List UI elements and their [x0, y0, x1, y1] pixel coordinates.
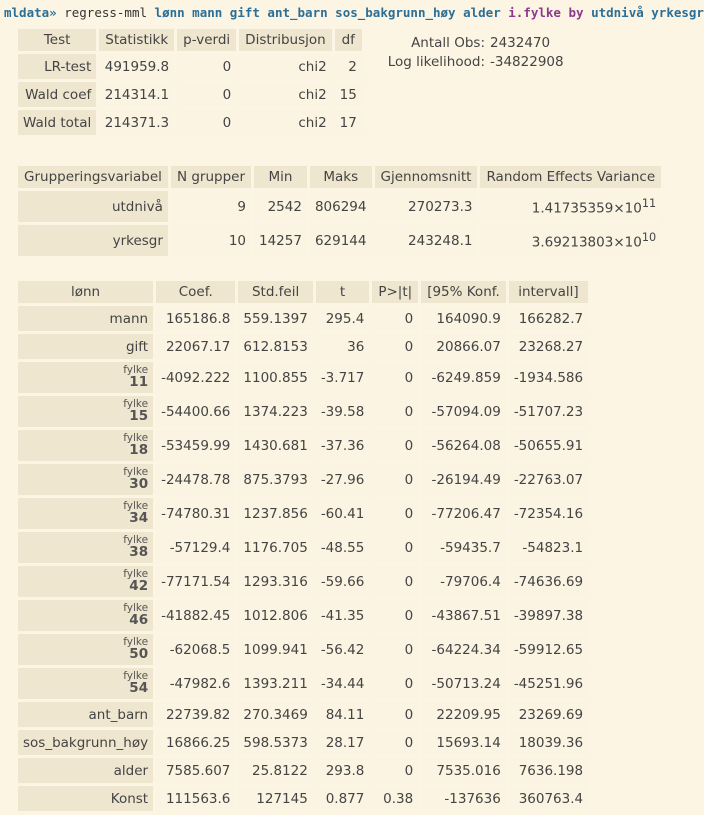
table-row — [18, 110, 362, 135]
table-cell: 243248.1 — [375, 225, 478, 256]
table-cell: 166282.7 — [509, 306, 588, 331]
table-cell: 0 — [372, 668, 418, 699]
table-cell: 293.8 — [316, 758, 370, 783]
table-cell: -56.42 — [316, 634, 370, 665]
table-cell: 1430.681 — [238, 430, 312, 461]
table-row — [18, 566, 588, 597]
table-cell: 22209.95 — [421, 702, 506, 727]
table-cell: 1012.806 — [238, 600, 312, 631]
coefficient-table — [15, 278, 591, 814]
factor-label — [123, 603, 148, 627]
command-variables: lønn mann gift ant_barn sos_bakgrunn_høy alder — [154, 5, 501, 20]
table-cell: 17 — [335, 110, 362, 135]
table-row — [18, 430, 588, 461]
table-cell: -24478.78 — [156, 464, 235, 495]
row-header: utdnivå — [18, 191, 168, 222]
group-table-header: Random Effects Variance — [480, 166, 661, 188]
table-row — [18, 306, 588, 331]
factor-label — [123, 671, 148, 695]
table-row — [18, 634, 588, 665]
test-table-header: p-verdi — [177, 29, 236, 51]
factor-level: 15 — [129, 407, 149, 424]
factor-name: fylke — [123, 500, 149, 513]
table-cell: 0 — [372, 634, 418, 665]
table-cell: -4092.222 — [156, 362, 235, 393]
table-cell: -79706.4 — [421, 566, 506, 597]
row-header: sos_bakgrunn_høy — [18, 730, 153, 755]
table-cell: -50713.24 — [421, 668, 506, 699]
factor-name: fylke — [123, 466, 149, 479]
table-cell: 0 — [372, 306, 418, 331]
command-line — [4, 5, 704, 20]
coef-table-header: P>|t| — [372, 281, 418, 303]
factor-level: 30 — [129, 475, 149, 492]
row-header: ant_barn — [18, 702, 153, 727]
factor-label — [123, 399, 148, 423]
row-header — [18, 634, 153, 665]
table-row — [18, 362, 588, 393]
table-cell: 164090.9 — [421, 306, 506, 331]
table-cell: -59435.7 — [421, 532, 506, 563]
command-by-keyword: by — [568, 5, 584, 20]
table-cell: 0 — [372, 498, 418, 529]
factor-name: fylke — [123, 670, 149, 683]
table-cell: 295.4 — [316, 306, 370, 331]
table-cell: 0 — [177, 54, 236, 79]
factor-name: fylke — [123, 568, 149, 581]
table-cell: -51707.23 — [509, 396, 588, 427]
row-header — [18, 396, 153, 427]
table-cell: 270.3469 — [238, 702, 312, 727]
table-cell: -77171.54 — [156, 566, 235, 597]
table-cell: chi2 — [239, 54, 332, 79]
table-cell: 0.877 — [316, 786, 370, 811]
table-cell: 14257 — [254, 225, 307, 256]
table-cell: 0 — [372, 396, 418, 427]
test-table-header: Test — [18, 29, 96, 51]
table-cell: -59912.65 — [509, 634, 588, 665]
test-table-header: Distribusjon — [239, 29, 332, 51]
table-row — [18, 498, 588, 529]
table-cell: 1293.316 — [238, 566, 312, 597]
table-cell: -48.55 — [316, 532, 370, 563]
table-cell: 9 — [171, 191, 251, 222]
table-cell: 214314.1 — [99, 82, 174, 107]
row-header: mann — [18, 306, 153, 331]
row-header — [18, 498, 153, 529]
table-cell: -47982.6 — [156, 668, 235, 699]
table-row — [18, 225, 661, 256]
model-stats — [385, 35, 564, 73]
table-cell: chi2 — [239, 110, 332, 135]
loglik-value: -34822908 — [490, 54, 564, 70]
table-cell: -72354.16 — [509, 498, 588, 529]
table-cell: 1393.211 — [238, 668, 312, 699]
coef-table-header: t — [316, 281, 370, 303]
table-cell: -54400.66 — [156, 396, 235, 427]
table-cell: 25.8122 — [238, 758, 312, 783]
table-cell: 36 — [316, 334, 370, 359]
table-cell: 111563.6 — [156, 786, 235, 811]
row-header — [18, 430, 153, 461]
table-cell: 20866.07 — [421, 334, 506, 359]
table-cell: 1374.223 — [238, 396, 312, 427]
table-cell: -53459.99 — [156, 430, 235, 461]
factor-name: fylke — [123, 534, 149, 547]
table-cell: 84.11 — [316, 702, 370, 727]
factor-level: 11 — [129, 373, 149, 390]
table-cell: 214371.3 — [99, 110, 174, 135]
coef-table-header: [95% Konf. — [421, 281, 506, 303]
table-cell: 0 — [372, 430, 418, 461]
variance-mantissa: 1.41735359×10 — [531, 200, 642, 217]
table-cell: -3.717 — [316, 362, 370, 393]
table-cell: 7636.198 — [509, 758, 588, 783]
row-header: gift — [18, 334, 153, 359]
table-cell: 0 — [372, 702, 418, 727]
table-row — [18, 668, 588, 699]
row-header: yrkesgr — [18, 225, 168, 256]
factor-level: 18 — [129, 441, 149, 458]
table-cell: 0 — [372, 334, 418, 359]
factor-level: 38 — [129, 543, 149, 560]
table-cell: 0 — [372, 362, 418, 393]
table-cell: 2 — [335, 54, 362, 79]
test-table — [15, 26, 365, 138]
row-header — [18, 464, 153, 495]
table-cell: -1934.586 — [509, 362, 588, 393]
table-cell: -62068.5 — [156, 634, 235, 665]
row-header — [18, 532, 153, 563]
factor-label — [123, 365, 148, 389]
test-table-header: Statistikk — [99, 29, 174, 51]
command-by-variables: utdnivå yrkesgr — [591, 5, 704, 20]
table-cell: 23269.69 — [509, 702, 588, 727]
table-cell: 7535.016 — [421, 758, 506, 783]
table-cell: 15 — [335, 82, 362, 107]
table-cell: 0 — [372, 566, 418, 597]
table-row — [18, 334, 588, 359]
group-table-header: Gjennomsnitt — [375, 166, 478, 188]
table-row — [18, 758, 588, 783]
grouping-table — [15, 163, 664, 259]
table-row — [18, 396, 588, 427]
table-cell: 127145 — [238, 786, 312, 811]
coef-table-header: lønn — [18, 281, 153, 303]
table-cell: -27.96 — [316, 464, 370, 495]
table-cell: -34.44 — [316, 668, 370, 699]
table-cell: 559.1397 — [238, 306, 312, 331]
variance-mantissa: 3.69213803×10 — [531, 234, 642, 251]
table-cell: -60.41 — [316, 498, 370, 529]
command-factor: i.fylke — [508, 5, 561, 20]
command-name: regress-mml — [64, 5, 148, 20]
row-header: alder — [18, 758, 153, 783]
table-cell: -57129.4 — [156, 532, 235, 563]
obs-label: Antall Obs: — [411, 35, 485, 51]
table-row — [18, 730, 588, 755]
row-header — [18, 668, 153, 699]
table-cell: chi2 — [239, 82, 332, 107]
factor-name: fylke — [123, 364, 149, 377]
table-cell: 10 — [171, 225, 251, 256]
table-cell: -22763.07 — [509, 464, 588, 495]
table-cell: 629144 — [310, 225, 372, 256]
loglik-label: Log likelihood: — [387, 54, 485, 70]
table-cell: 15693.14 — [421, 730, 506, 755]
factor-label — [123, 535, 148, 559]
table-cell: 7585.607 — [156, 758, 235, 783]
factor-name: fylke — [123, 602, 149, 615]
table-cell: 1100.855 — [238, 362, 312, 393]
table-cell: 0 — [372, 464, 418, 495]
table-cell: -56264.08 — [421, 430, 506, 461]
table-cell: 0 — [372, 600, 418, 631]
table-cell: 18039.36 — [509, 730, 588, 755]
table-cell: 270273.3 — [375, 191, 478, 222]
row-header: Wald coef — [18, 82, 96, 107]
table-cell: -39.58 — [316, 396, 370, 427]
table-cell: -57094.09 — [421, 396, 506, 427]
table-cell: -77206.47 — [421, 498, 506, 529]
factor-level: 42 — [129, 577, 149, 594]
table-row — [18, 54, 362, 79]
table-cell: 23268.27 — [509, 334, 588, 359]
row-header: LR-test — [18, 54, 96, 79]
table-cell: 28.17 — [316, 730, 370, 755]
factor-name: fylke — [123, 636, 149, 649]
row-header — [18, 566, 153, 597]
table-cell: -59.66 — [316, 566, 370, 597]
table-cell: 1099.941 — [238, 634, 312, 665]
factor-level: 46 — [129, 611, 149, 628]
variance-cell — [480, 225, 661, 256]
table-cell: -6249.859 — [421, 362, 506, 393]
factor-label — [123, 501, 148, 525]
table-cell: -43867.51 — [421, 600, 506, 631]
row-header — [18, 362, 153, 393]
table-cell: -39897.38 — [509, 600, 588, 631]
table-cell: 22739.82 — [156, 702, 235, 727]
table-cell: -74780.31 — [156, 498, 235, 529]
factor-level: 50 — [129, 645, 149, 662]
factor-label — [123, 433, 148, 457]
factor-label — [123, 637, 148, 661]
table-cell: 16866.25 — [156, 730, 235, 755]
table-row — [18, 786, 588, 811]
table-cell: 1176.705 — [238, 532, 312, 563]
table-cell: -45251.96 — [509, 668, 588, 699]
variance-exponent: 11 — [641, 196, 657, 210]
table-cell: 0 — [177, 110, 236, 135]
table-cell: -26194.49 — [421, 464, 506, 495]
row-header: Wald total — [18, 110, 96, 135]
table-row — [18, 702, 588, 727]
table-cell: -41.35 — [316, 600, 370, 631]
table-cell: 598.5373 — [238, 730, 312, 755]
test-table-header: df — [335, 29, 362, 51]
table-cell: 0.38 — [372, 786, 418, 811]
table-row — [18, 464, 588, 495]
table-row — [18, 82, 362, 107]
table-cell: -54823.1 — [509, 532, 588, 563]
obs-value: 2432470 — [490, 35, 551, 51]
table-cell: -41882.45 — [156, 600, 235, 631]
factor-label — [123, 467, 148, 491]
table-cell: 612.8153 — [238, 334, 312, 359]
group-table-header: Min — [254, 166, 307, 188]
factor-name: fylke — [123, 398, 149, 411]
table-cell: -50655.91 — [509, 430, 588, 461]
table-cell: 0 — [372, 730, 418, 755]
coef-table-header: intervall] — [509, 281, 588, 303]
variance-exponent: 10 — [641, 230, 657, 244]
coef-table-header: Coef. — [156, 281, 235, 303]
table-cell: 165186.8 — [156, 306, 235, 331]
table-cell: 0 — [372, 532, 418, 563]
table-cell: 2542 — [254, 191, 307, 222]
prompt: mldata» — [4, 5, 57, 20]
group-table-header: N grupper — [171, 166, 251, 188]
table-cell: 0 — [372, 758, 418, 783]
table-cell: 0 — [177, 82, 236, 107]
table-cell: 491959.8 — [99, 54, 174, 79]
table-cell: 1237.856 — [238, 498, 312, 529]
table-cell: 22067.17 — [156, 334, 235, 359]
table-row — [18, 532, 588, 563]
variance-cell — [480, 191, 661, 222]
row-header: Konst — [18, 786, 153, 811]
factor-label — [123, 569, 148, 593]
group-table-header: Grupperingsvariabel — [18, 166, 168, 188]
factor-name: fylke — [123, 432, 149, 445]
factor-level: 54 — [129, 679, 149, 696]
table-cell: 360763.4 — [509, 786, 588, 811]
group-table-header: Maks — [310, 166, 372, 188]
table-cell: 806294 — [310, 191, 372, 222]
table-cell: -137636 — [421, 786, 506, 811]
row-header — [18, 600, 153, 631]
table-cell: -37.36 — [316, 430, 370, 461]
table-cell: -64224.34 — [421, 634, 506, 665]
table-row — [18, 600, 588, 631]
table-cell: 875.3793 — [238, 464, 312, 495]
coef-table-header: Std.feil — [238, 281, 312, 303]
table-row — [18, 191, 661, 222]
factor-level: 34 — [129, 509, 149, 526]
table-cell: -74636.69 — [509, 566, 588, 597]
